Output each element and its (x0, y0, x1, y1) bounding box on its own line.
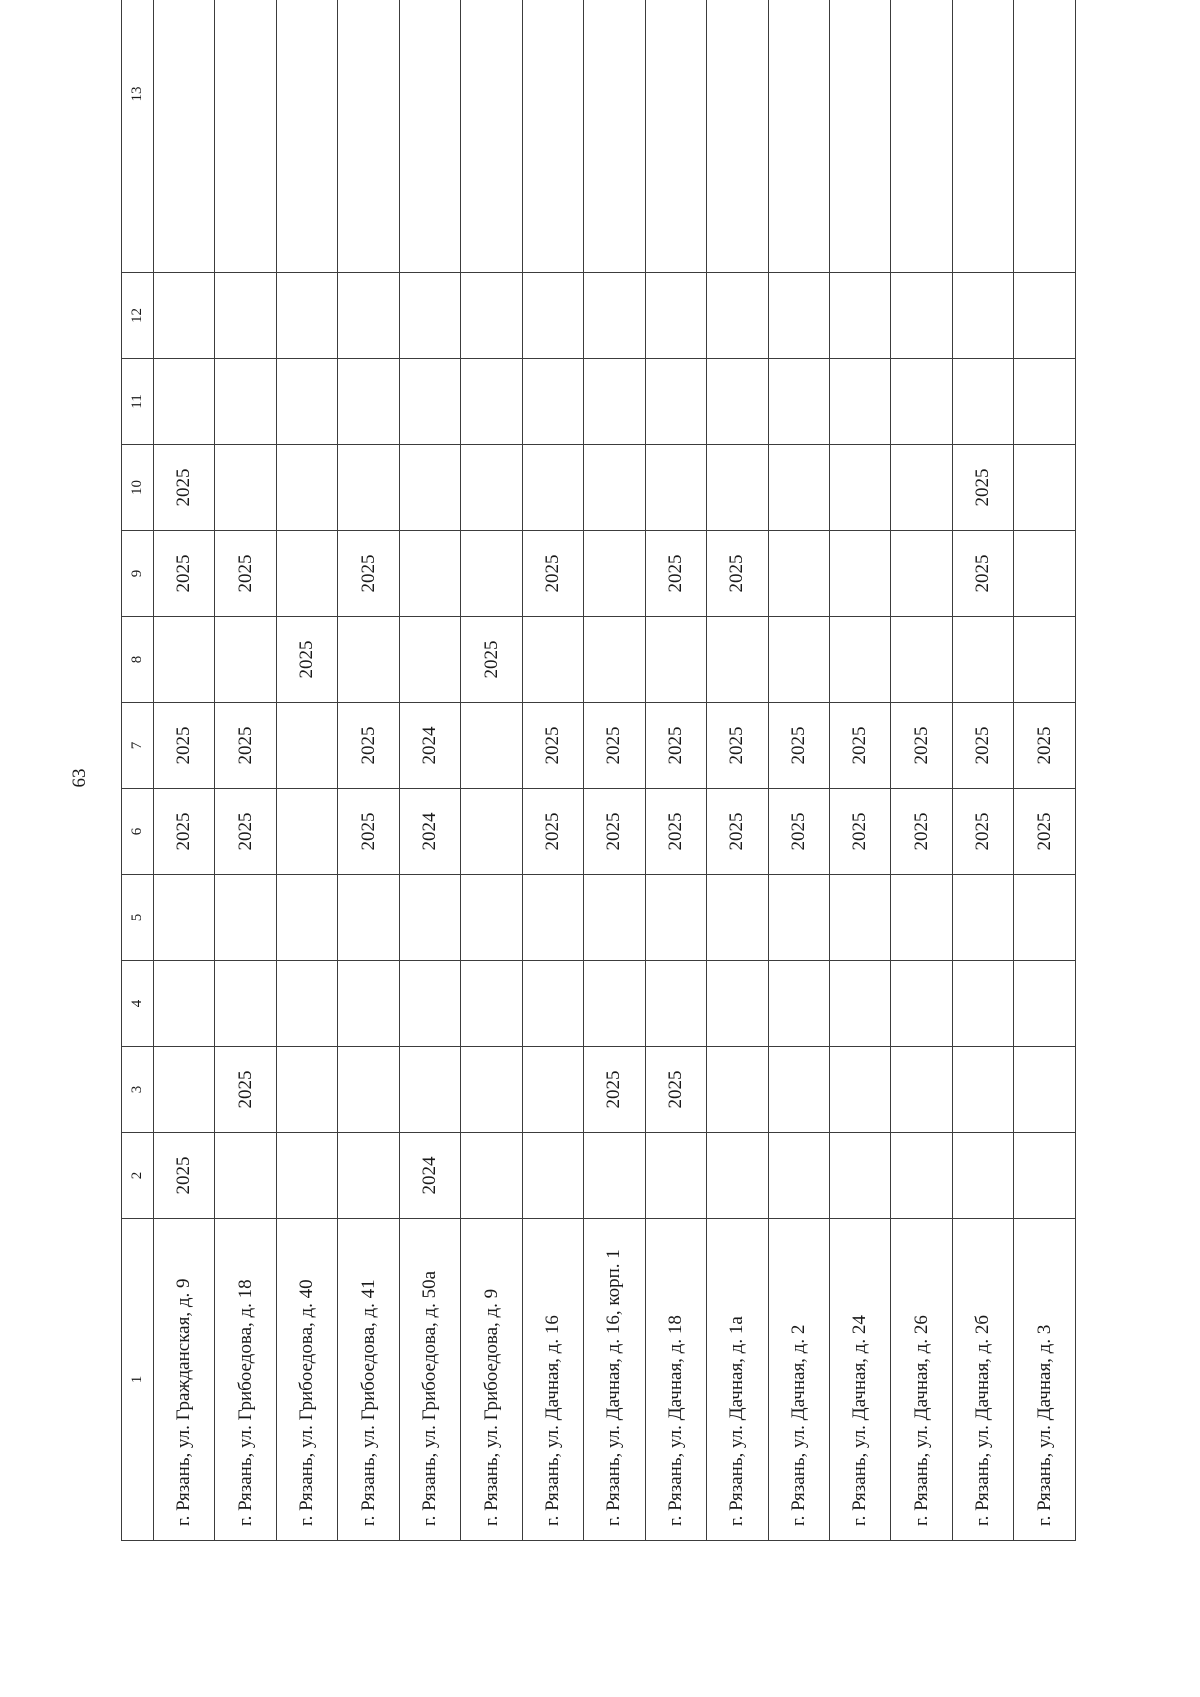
column-header-1: 1 (122, 1219, 154, 1541)
year-cell-col-11 (399, 359, 460, 445)
year-cell-col-7: 2025 (768, 703, 829, 789)
year-cell-col-7: 2025 (707, 703, 768, 789)
year-cell-col-9 (276, 531, 337, 617)
year-cell-col-11 (461, 359, 522, 445)
year-cell-col-2 (645, 1133, 706, 1219)
year-cell-col-9: 2025 (154, 531, 215, 617)
year-cell-col-11 (829, 359, 890, 445)
year-cell-col-10 (584, 445, 645, 531)
year-cell-col-8 (1014, 617, 1076, 703)
year-cell-col-13 (522, 0, 583, 273)
year-cell-col-10 (522, 445, 583, 531)
year-cell-col-7: 2025 (215, 703, 276, 789)
year-cell-col-7: 2025 (1014, 703, 1076, 789)
year-cell-col-5 (154, 875, 215, 961)
year-cell-col-12 (338, 273, 399, 359)
year-cell-col-6: 2025 (829, 789, 890, 875)
year-cell-col-2 (952, 1133, 1013, 1219)
table-row (952, 0, 1013, 1541)
year-cell-col-12 (645, 273, 706, 359)
column-header-7: 7 (122, 703, 154, 789)
table-row (276, 0, 337, 1541)
year-cell-col-2 (829, 1133, 890, 1219)
year-cell-col-7: 2025 (645, 703, 706, 789)
year-cell-col-9 (891, 531, 952, 617)
year-cell-col-9 (1014, 531, 1076, 617)
year-cell-col-4 (707, 961, 768, 1047)
year-cell-col-4 (952, 961, 1013, 1047)
year-cell-col-2 (707, 1133, 768, 1219)
year-cell-col-7: 2024 (399, 703, 460, 789)
year-cell-col-5 (952, 875, 1013, 961)
year-cell-col-12 (1014, 273, 1076, 359)
address-cell: г. Рязань, ул. Дачная, д. 16 (522, 1219, 583, 1541)
year-cell-col-4 (461, 961, 522, 1047)
year-cell-col-7: 2025 (522, 703, 583, 789)
table-row (215, 0, 276, 1541)
year-cell-col-8 (399, 617, 460, 703)
year-cell-col-2 (461, 1133, 522, 1219)
page-number: 63 (69, 768, 90, 788)
year-cell-col-13 (891, 0, 952, 273)
year-cell-col-6: 2025 (215, 789, 276, 875)
year-cell-col-10 (461, 445, 522, 531)
year-cell-col-9: 2025 (215, 531, 276, 617)
table-row (522, 0, 583, 1541)
year-cell-col-10 (1014, 445, 1076, 531)
year-cell-col-3 (522, 1047, 583, 1133)
year-cell-col-4 (154, 961, 215, 1047)
year-cell-col-10 (645, 445, 706, 531)
year-cell-col-3: 2025 (645, 1047, 706, 1133)
table-row (399, 0, 460, 1541)
table-row (1014, 0, 1076, 1541)
year-cell-col-3: 2025 (215, 1047, 276, 1133)
year-cell-col-11 (1014, 359, 1076, 445)
table-row (154, 0, 215, 1541)
address-cell: г. Рязань, ул. Дачная, д. 16, корп. 1 (584, 1219, 645, 1541)
column-header-8: 8 (122, 617, 154, 703)
year-cell-col-4 (215, 961, 276, 1047)
year-cell-col-6: 2025 (768, 789, 829, 875)
year-cell-col-2: 2024 (399, 1133, 460, 1219)
year-cell-col-8 (645, 617, 706, 703)
year-cell-col-9 (461, 531, 522, 617)
column-header-2: 2 (122, 1133, 154, 1219)
year-cell-col-2 (584, 1133, 645, 1219)
data-table (121, 0, 1076, 1541)
year-cell-col-8 (215, 617, 276, 703)
address-cell: г. Рязань, ул. Дачная, д. 2 (768, 1219, 829, 1541)
table-row (584, 0, 645, 1541)
year-cell-col-10: 2025 (154, 445, 215, 531)
year-cell-col-5 (338, 875, 399, 961)
year-cell-col-4 (338, 961, 399, 1047)
table-row (645, 0, 706, 1541)
year-cell-col-7: 2025 (584, 703, 645, 789)
year-cell-col-10: 2025 (952, 445, 1013, 531)
year-cell-col-12 (829, 273, 890, 359)
year-cell-col-3 (829, 1047, 890, 1133)
year-cell-col-4 (1014, 961, 1076, 1047)
year-cell-col-13 (952, 0, 1013, 273)
year-cell-col-13 (584, 0, 645, 273)
year-cell-col-12 (399, 273, 460, 359)
year-cell-col-3 (952, 1047, 1013, 1133)
year-cell-col-10 (829, 445, 890, 531)
year-cell-col-6: 2025 (154, 789, 215, 875)
year-cell-col-2 (338, 1133, 399, 1219)
year-cell-col-8 (952, 617, 1013, 703)
year-cell-col-12 (276, 273, 337, 359)
year-cell-col-7: 2025 (154, 703, 215, 789)
year-cell-col-8 (768, 617, 829, 703)
year-cell-col-3 (338, 1047, 399, 1133)
year-cell-col-8 (829, 617, 890, 703)
year-cell-col-8: 2025 (461, 617, 522, 703)
year-cell-col-9 (829, 531, 890, 617)
year-cell-col-12 (461, 273, 522, 359)
year-cell-col-11 (154, 359, 215, 445)
year-cell-col-10 (768, 445, 829, 531)
year-cell-col-4 (584, 961, 645, 1047)
year-cell-col-8 (707, 617, 768, 703)
year-cell-col-12 (707, 273, 768, 359)
address-cell: г. Рязань, ул. Дачная, д. 3 (1014, 1219, 1076, 1541)
year-cell-col-13 (461, 0, 522, 273)
year-cell-col-11 (522, 359, 583, 445)
year-cell-col-4 (522, 961, 583, 1047)
column-header-3: 3 (122, 1047, 154, 1133)
address-cell: г. Рязань, ул. Дачная, д. 24 (829, 1219, 890, 1541)
year-cell-col-4 (829, 961, 890, 1047)
year-cell-col-9 (584, 531, 645, 617)
column-header-10: 10 (122, 445, 154, 531)
address-cell: г. Рязань, ул. Дачная, д. 18 (645, 1219, 706, 1541)
year-cell-col-6: 2025 (584, 789, 645, 875)
table-row (891, 0, 952, 1541)
year-cell-col-4 (891, 961, 952, 1047)
year-cell-col-12 (768, 273, 829, 359)
year-cell-col-10 (338, 445, 399, 531)
year-cell-col-5 (645, 875, 706, 961)
address-cell: г. Рязань, ул. Дачная, д. 2б (952, 1219, 1013, 1541)
year-cell-col-8 (522, 617, 583, 703)
year-cell-col-3 (399, 1047, 460, 1133)
year-cell-col-2: 2025 (154, 1133, 215, 1219)
year-cell-col-2 (891, 1133, 952, 1219)
year-cell-col-12 (952, 273, 1013, 359)
year-cell-col-6: 2025 (338, 789, 399, 875)
year-cell-col-9: 2025 (522, 531, 583, 617)
year-cell-col-5 (522, 875, 583, 961)
year-cell-col-12 (584, 273, 645, 359)
year-cell-col-13 (215, 0, 276, 273)
year-cell-col-7 (461, 703, 522, 789)
column-header-6: 6 (122, 789, 154, 875)
year-cell-col-9: 2025 (952, 531, 1013, 617)
year-cell-col-4 (399, 961, 460, 1047)
column-header-11: 11 (122, 359, 154, 445)
year-cell-col-7: 2025 (338, 703, 399, 789)
year-cell-col-7: 2025 (891, 703, 952, 789)
year-cell-col-11 (768, 359, 829, 445)
year-cell-col-5 (1014, 875, 1076, 961)
address-cell: г. Рязань, ул. Грибоедова, д. 9 (461, 1219, 522, 1541)
year-cell-col-9: 2025 (645, 531, 706, 617)
year-cell-col-5 (215, 875, 276, 961)
year-cell-col-2 (522, 1133, 583, 1219)
year-cell-col-13 (829, 0, 890, 273)
address-cell: г. Рязань, ул. Грибоедова, д. 50а (399, 1219, 460, 1541)
year-cell-col-2 (768, 1133, 829, 1219)
column-header-4: 4 (122, 961, 154, 1047)
year-cell-col-10 (276, 445, 337, 531)
year-cell-col-4 (768, 961, 829, 1047)
year-cell-col-11 (338, 359, 399, 445)
year-cell-col-11 (891, 359, 952, 445)
address-cell: г. Рязань, ул. Дачная, д. 26 (891, 1219, 952, 1541)
year-cell-col-13 (645, 0, 706, 273)
column-header-12: 12 (122, 273, 154, 359)
year-cell-col-8: 2025 (276, 617, 337, 703)
column-header-5: 5 (122, 875, 154, 961)
year-cell-col-8 (338, 617, 399, 703)
year-cell-col-9: 2025 (707, 531, 768, 617)
year-cell-col-10 (707, 445, 768, 531)
year-cell-col-6: 2025 (522, 789, 583, 875)
table-wrapper (121, 16, 1076, 1541)
year-cell-col-3 (276, 1047, 337, 1133)
year-cell-col-6: 2025 (891, 789, 952, 875)
year-cell-col-5 (768, 875, 829, 961)
year-cell-col-6: 2025 (952, 789, 1013, 875)
year-cell-col-11 (952, 359, 1013, 445)
year-cell-col-5 (584, 875, 645, 961)
year-cell-col-3 (1014, 1047, 1076, 1133)
year-cell-col-2 (276, 1133, 337, 1219)
year-cell-col-4 (645, 961, 706, 1047)
year-cell-col-7: 2025 (952, 703, 1013, 789)
address-cell: г. Рязань, ул. Грибоедова, д. 40 (276, 1219, 337, 1541)
year-cell-col-5 (891, 875, 952, 961)
year-cell-col-6 (461, 789, 522, 875)
year-cell-col-12 (522, 273, 583, 359)
year-cell-col-3 (768, 1047, 829, 1133)
table-row (829, 0, 890, 1541)
table-row (338, 0, 399, 1541)
year-cell-col-6: 2025 (1014, 789, 1076, 875)
address-cell: г. Рязань, ул. Грибоедова, д. 18 (215, 1219, 276, 1541)
year-cell-col-5 (399, 875, 460, 961)
column-header-13: 13 (122, 0, 154, 273)
year-cell-col-5 (276, 875, 337, 961)
year-cell-col-3 (461, 1047, 522, 1133)
year-cell-col-3 (154, 1047, 215, 1133)
year-cell-col-11 (276, 359, 337, 445)
column-header-9: 9 (122, 531, 154, 617)
year-cell-col-6: 2025 (707, 789, 768, 875)
header-row (122, 0, 154, 1541)
year-cell-col-5 (707, 875, 768, 961)
table-row (707, 0, 768, 1541)
year-cell-col-13 (1014, 0, 1076, 273)
year-cell-col-3: 2025 (584, 1047, 645, 1133)
table-row (461, 0, 522, 1541)
year-cell-col-11 (584, 359, 645, 445)
address-cell: г. Рязань, ул. Дачная, д. 1а (707, 1219, 768, 1541)
year-cell-col-13 (399, 0, 460, 273)
year-cell-col-10 (399, 445, 460, 531)
year-cell-col-7 (276, 703, 337, 789)
year-cell-col-6 (276, 789, 337, 875)
year-cell-col-12 (215, 273, 276, 359)
year-cell-col-2 (215, 1133, 276, 1219)
year-cell-col-10 (215, 445, 276, 531)
year-cell-col-13 (154, 0, 215, 273)
year-cell-col-3 (707, 1047, 768, 1133)
year-cell-col-10 (891, 445, 952, 531)
year-cell-col-9: 2025 (338, 531, 399, 617)
year-cell-col-4 (276, 961, 337, 1047)
address-cell: г. Рязань, ул. Гражданская, д. 9 (154, 1219, 215, 1541)
year-cell-col-13 (707, 0, 768, 273)
year-cell-col-11 (645, 359, 706, 445)
year-cell-col-2 (1014, 1133, 1076, 1219)
year-cell-col-9 (768, 531, 829, 617)
year-cell-col-11 (215, 359, 276, 445)
year-cell-col-9 (399, 531, 460, 617)
year-cell-col-5 (461, 875, 522, 961)
year-cell-col-6: 2024 (399, 789, 460, 875)
year-cell-col-11 (707, 359, 768, 445)
year-cell-col-5 (829, 875, 890, 961)
table-row (768, 0, 829, 1541)
year-cell-col-6: 2025 (645, 789, 706, 875)
year-cell-col-8 (584, 617, 645, 703)
year-cell-col-13 (338, 0, 399, 273)
year-cell-col-3 (891, 1047, 952, 1133)
year-cell-col-7: 2025 (829, 703, 890, 789)
year-cell-col-13 (768, 0, 829, 273)
year-cell-col-12 (154, 273, 215, 359)
year-cell-col-8 (891, 617, 952, 703)
year-cell-col-13 (276, 0, 337, 273)
year-cell-col-12 (891, 273, 952, 359)
address-cell: г. Рязань, ул. Грибоедова, д. 41 (338, 1219, 399, 1541)
year-cell-col-8 (154, 617, 215, 703)
